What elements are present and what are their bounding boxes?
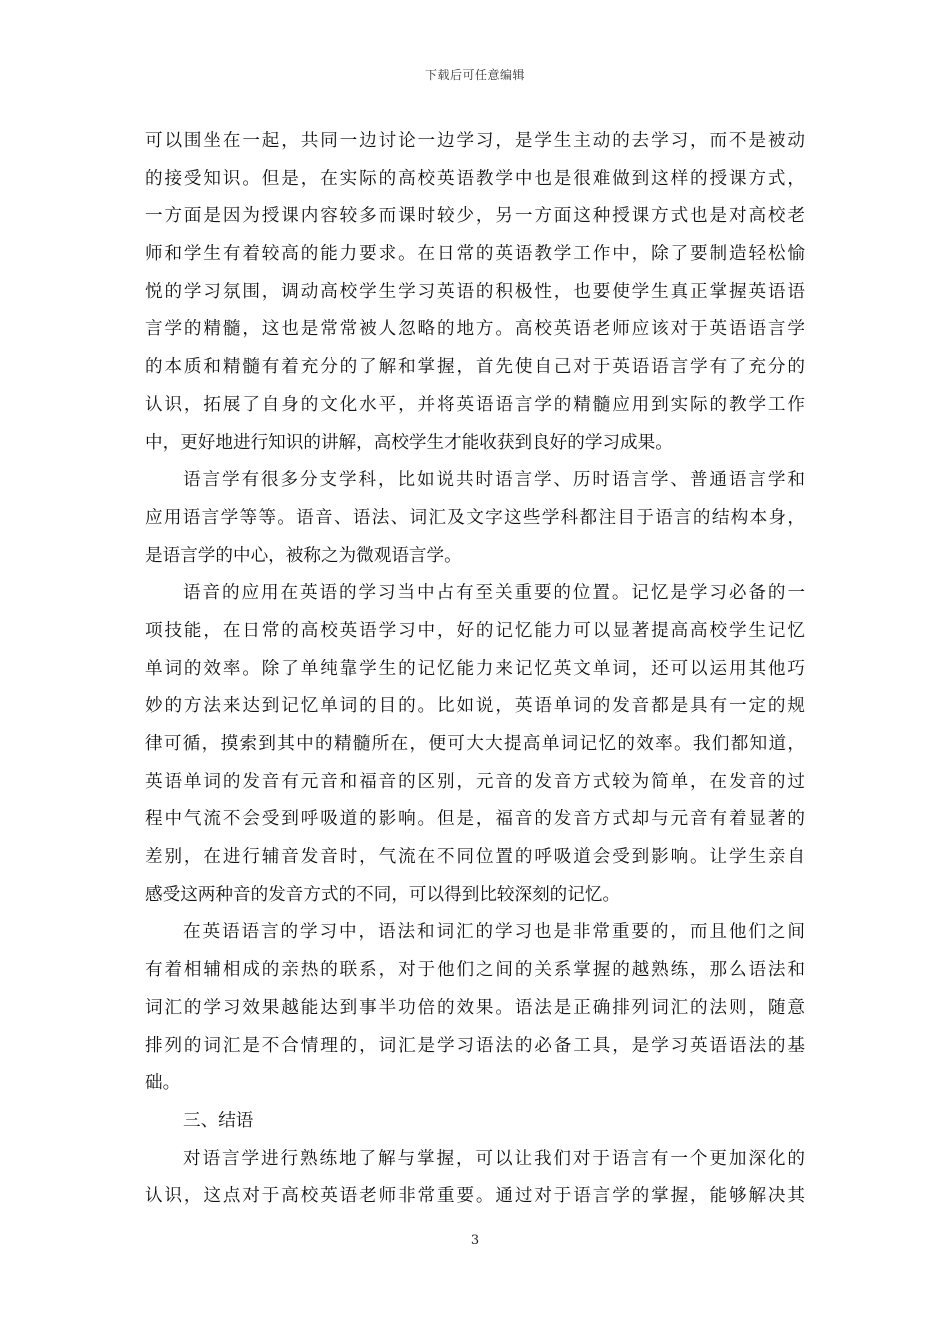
- paragraph-start-line: 语音的应用在英语的学习当中占有至关重要的位置。记忆是学习必备的一: [183, 583, 805, 604]
- text-line: 排列的词汇是不合情理的，词汇是学习语法的必备工具，是学习英语语法的基: [145, 1035, 805, 1056]
- text-line: 师和学生有着较高的能力要求。在日常的英语教学工作中，除了要制造轻松愉: [145, 244, 805, 265]
- text-line: 础。: [145, 1073, 181, 1094]
- text-line: 差别，在进行辅音发音时，气流在不同位置的呼吸道会受到影响。让学生亲自: [145, 847, 805, 868]
- text-line: 的接受知识。但是，在实际的高校英语教学中也是很难做到这样的授课方式，: [145, 168, 805, 189]
- section-heading: 三、结语: [183, 1110, 254, 1131]
- text-line: 有着相辅相成的亲热的联系，对于他们之间的关系掌握的越熟练，那么语法和: [145, 960, 805, 981]
- page-number: 3: [470, 1233, 480, 1248]
- text-line: 一方面是因为授课内容较多而课时较少，另一方面这种授课方式也是对高校老: [145, 206, 805, 227]
- text-line: 认识，这点对于高校英语老师非常重要。通过对于语言学的掌握，能够解决其: [145, 1186, 805, 1207]
- text-line: 言学的精髓，这也是常常被人忽略的地方。高校英语老师应该对于英语语言学: [145, 319, 805, 340]
- text-line: 悦的学习氛围，调动高校学生学习英语的积极性，也要使学生真正掌握英语语: [145, 281, 805, 302]
- text-line: 单词的效率。除了单纯靠学生的记忆能力来记忆英文单词，还可以运用其他巧: [145, 658, 805, 679]
- text-line: 是语言学的中心，被称之为微观语言学。: [145, 545, 462, 566]
- text-line: 感受这两种音的发音方式的不同，可以得到比较深刻的记忆。: [145, 884, 621, 905]
- text-line: 的本质和精髓有着充分的了解和掌握，首先使自己对于英语语言学有了充分的: [145, 357, 805, 378]
- document-body: [145, 123, 805, 1216]
- text-line: 程中气流不会受到呼吸道的影响。但是，福音的发音方式却与元音有着显著的: [145, 809, 805, 830]
- paragraph-start-line: 语言学有很多分支学科，比如说共时语言学、历时语言学、普通语言学和: [183, 470, 805, 491]
- text-line: 中，更好地进行知识的讲解，高校学生才能收获到良好的学习成果。: [145, 432, 673, 453]
- text-line: 项技能，在日常的高校英语学习中，好的记忆能力可以显著提高高校学生记忆: [145, 620, 805, 641]
- paragraph-start-line: 在英语语言的学习中，语法和词汇的学习也是非常重要的，而且他们之间: [183, 922, 805, 943]
- text-line: 认识，拓展了自身的文化水平，并将英语语言学的精髓应用到实际的教学工作: [145, 394, 805, 415]
- text-line: 应用语言学等等。语音、语法、词汇及文字这些学科都注目于语言的结构本身，: [145, 507, 805, 528]
- text-line: 词汇的学习效果越能达到事半功倍的效果。语法是正确排列词汇的法则，随意: [145, 997, 805, 1018]
- text-line: 律可循，摸索到其中的精髓所在，便可大大提高单词记忆的效率。我们都知道，: [145, 734, 805, 754]
- text-line: 英语单词的发音有元音和福音的区别，元音的发音方式较为简单，在发音的过: [145, 771, 805, 792]
- page-header: 下载后可任意编辑: [424, 68, 525, 82]
- text-line: 可以围坐在一起，共同一边讨论一边学习，是学生主动的去学习，而不是被动: [145, 131, 805, 151]
- paragraph-start-line: 对语言学进行熟练地了解与掌握，可以让我们对于语言有一个更加深化的: [183, 1148, 805, 1169]
- text-line: 妙的方法来达到记忆单词的目的。比如说，英语单词的发音都是具有一定的规: [145, 696, 805, 717]
